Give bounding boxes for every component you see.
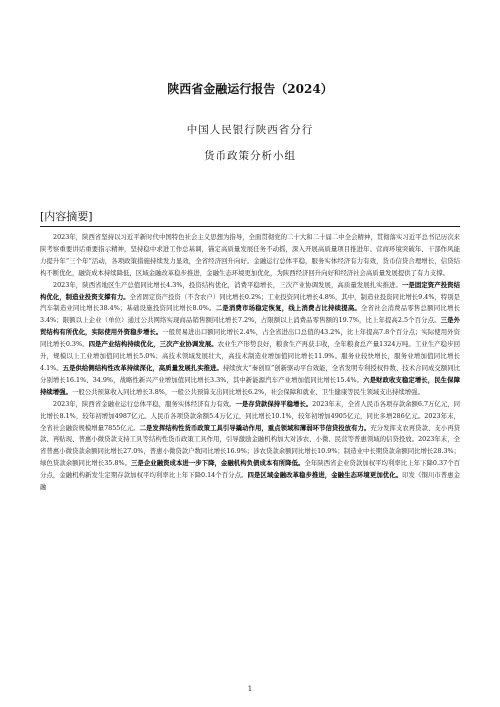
section-heading: [内容摘要] [40,210,93,223]
summary-paragraph [40,399,460,494]
section-divider [40,226,460,227]
paragraph-text: 持续放大“秦创原”创新驱动平台效能，全省发明专利授权件数、技术合同成交额同比分别增长16.1%、34.9%，战略性新兴产业增加值同比增长3.3%，其中新能源汽车产业增加值同比增长15.4%。 [40,363,460,384]
key-point-text: 二是发挥结构性货币政策工具引导撬动作用，重点领域和薄弱环节信贷投放有力。 [139,423,371,432]
summary-paragraph [40,232,460,280]
paragraph-text: 全年陕西省企业贷款加权平均利率比上年下降0.37个百分点，金融机构新发生定期存款加权平均利率比上年下降0.14个百分点。 [40,459,461,480]
paragraph-text: 一般公共预算收入同比增长3.8%，一般公共预算支出同比增长6.2%，社会保障和就业、卫生健康等民生领域支出持续增强。 [71,387,424,396]
issuing-organization: 中国人民银行陕西省分行 [186,124,314,136]
paragraph-text: 农业生产形势良好，粮食生产再获丰收，全年粮食总产量1324万吨。工业生产稳步回升，规模以上工业增加值同比增长5.0%；高技术领域发展壮大，高技术制造业增加值同比增长11.9%。服务业较快增长，服务业增加值同比增长4.1%。 [40,340,460,372]
paragraph-text: 2023年末，全省人民币各项存款余额6.7万亿元，同比增长8.1%，较年初增加4987亿元。人民币各项贷款余额5.4万亿元，同比增长10.1%，较年初增加4905亿元，同比多增286亿元。2023年末，全省社会融资规模增量7855亿元。 [40,399,460,432]
paragraph-text: 2023年，陕西省地区生产总值同比增长4.3%，投资结构优化，消费平稳增长，三次产业协调发展，高质量发展扎实推进。 [53,280,402,289]
key-point-text: 三是外贸结构有所优化，实际使用外资稳步增长。 [40,316,461,337]
key-point-text: 三是企业融资成本进一步下降，金融机构负债成本有所降低。 [131,459,305,468]
key-point-text: 一是固定资产投资结构优化，制造业投资支撑有力。 [40,280,461,301]
key-point-text: 六是财政收支稳定增长，民生保障持续增强。 [40,375,461,396]
paragraph-text: 2023年，陕西省金融业运行总体平稳，服务实体经济有力有效。 [53,399,236,408]
paragraph-text: 全省社会消费品零售总额同比增长3.4%；限额以上企业（单位）通过公共网络实现商品销售额同比增长7.2%，占限额以上消费品零售额的19.7%，比上年提高2.5个百分点。 [40,304,460,325]
paragraph-text: 一般贸易进出口额同比增长2.4%，占全省进出口总值的43.2%，比上年提高7.8个百分点；实际使用外资同比增长0.3%。 [40,328,461,349]
key-point-text: 四是区域金融改革稳步推进，金融生态环境更加优化。 [247,471,403,480]
key-point-text: 二是消费市场稳定恢复，线上消费占比持续提高。 [215,304,362,313]
summary-paragraph [40,280,460,399]
page-number: 1 [247,685,253,693]
paragraph-text: 全省固定资产投资（不含农户）同比增长0.2%；工业投资同比增长4.8%，其中，制造业投资同比增长9.4%，特别是汽车制造业同比增长38.4%；基础设施投资同比增长8.0%。 [40,292,460,313]
paragraph-text: 印发《铜川市普惠金融 [40,471,460,492]
key-point-text: 一是存贷款保持平稳增长。 [235,399,313,408]
report-title: 陕西省金融运行报告（2024） [167,82,333,96]
paragraph-text: 充分发挥支农再贷款、支小再贷款、再贴现、普惠小微贷款支持工具等结构性货币政策工具作用，引导激励金融机构加大对涉农、小微、民营等普惠领域的信贷投放。2023年末，全省普惠小微贷款余额同比增长27.0%，普惠小微贷款户数同比增长16.9%；涉农贷款余额同比增长10.9%；制造业中长期贷款余额同比增长28.3%；绿色贷款余额同比增长35.8%。 [40,423,461,468]
author-team: 货币政策分析小组 [204,150,296,162]
key-point-text: 五是供给侧结构性改革持续深化，高质量发展扎实推进。 [62,363,223,372]
paragraph-text: 2023年，陕西省坚持以习近平新时代中国特色社会主义思想为指导，全面贯彻党的二十大和二十届二中全会精神，贯彻落实习近平总书记历次来陕考察重要讲话重要指示精神，坚持稳中求进工作总基调，锚定高质量发展任务不动摇，深入开展高质量项目推进年、营商环境突破年、干部作风能力提升年“三个年”活动，各项政策措施持续发力显效，全省经济回升向好。金融运行总体平稳，服务实体经济有力有效，货币信贷合理增长，信贷结构不断优化，融资成本持续降低，区域金融改革稳步推进，金融生态环境更加优化，为陕西经济回升向好和经济社会高质量发展提供了有力支撑。 [40,233,460,277]
summary-body [40,232,460,494]
key-point-text: 四是产业结构持续优化，三次产业协调发展。 [88,340,218,349]
